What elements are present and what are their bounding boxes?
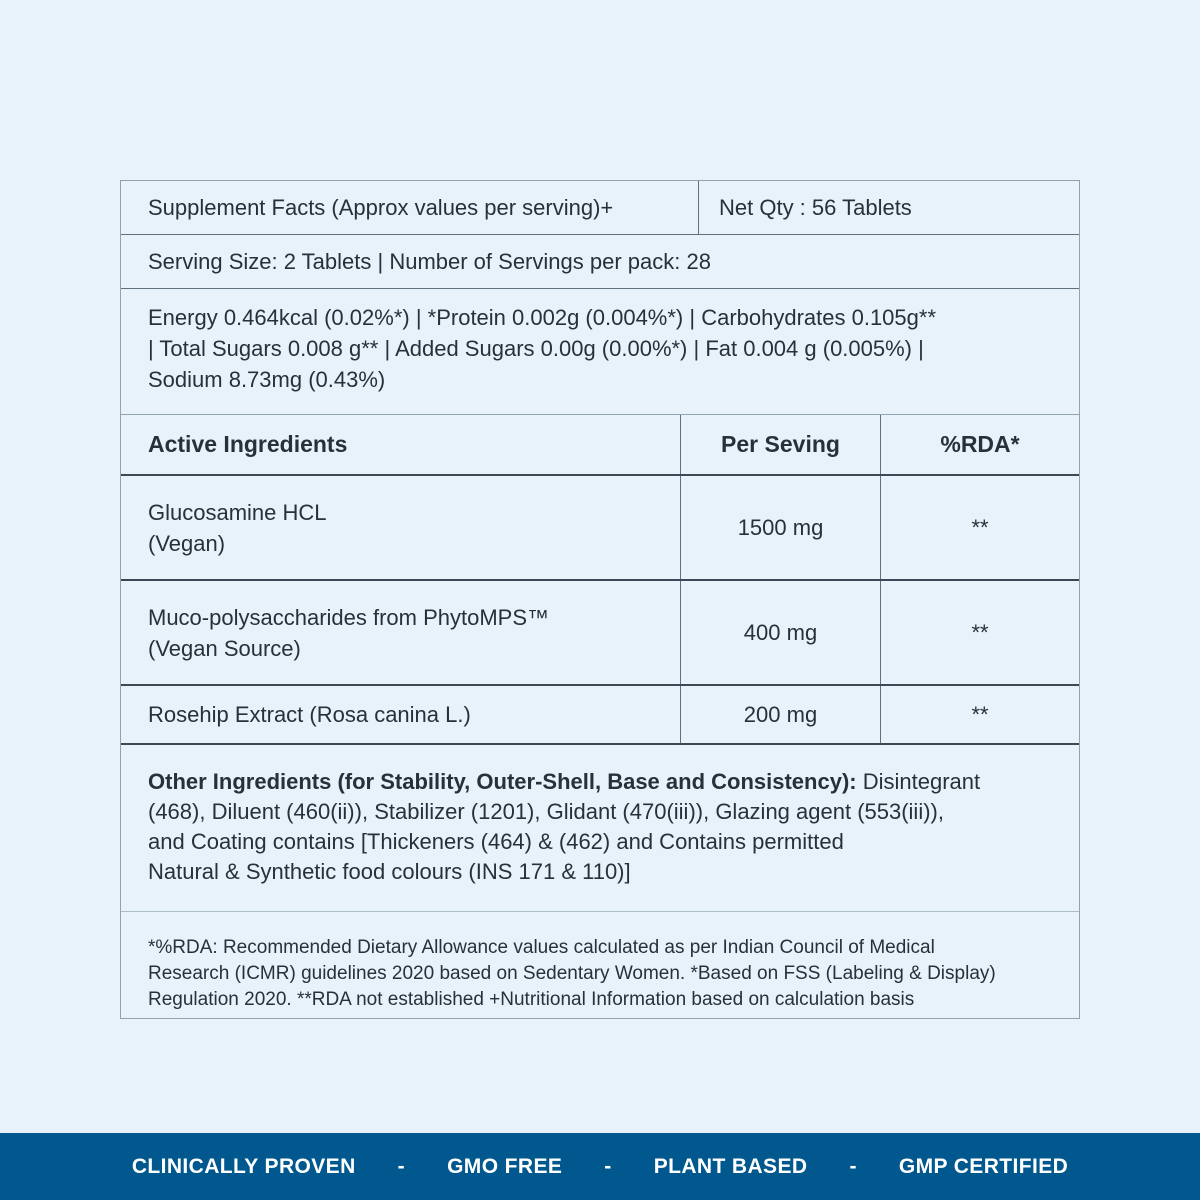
ingredient-name-cell [121, 476, 681, 579]
supplement-facts-title: Supplement Facts (Approx values per serving)+ [121, 181, 699, 234]
table-header-row [121, 181, 1079, 234]
ingredient-amount-cell: 400 mg [681, 581, 881, 684]
ingredient-subname: (Vegan) [148, 530, 226, 556]
ingredient-rda-cell: ** [971, 619, 989, 645]
other-ingredients-row [121, 743, 1079, 911]
ingredient-amount-cell: 1500 mg [681, 476, 881, 579]
ingredient-name-cell [121, 581, 681, 684]
footnote-line: Regulation 2020. **RDA not established +Nutritional Information based on calculation basis [148, 989, 915, 1010]
supplement-facts-table [120, 180, 1080, 1019]
rda-footnote-row [121, 911, 1079, 1018]
ingredient-rda-cell: ** [971, 701, 989, 727]
nutrition-line: | Total Sugars 0.008 g** | Added Sugars 0.00g (0.00%*) | Fat 0.004 g (0.005%) | [148, 336, 924, 361]
nutrition-values-row [121, 288, 1079, 414]
ingredient-row-mucopolysaccharides [121, 579, 1079, 684]
badge-clinically-proven: CLINICALLY PROVEN [131, 1154, 356, 1178]
ingredient-subname: (Vegan Source) [148, 635, 301, 661]
ingredient-name-cell [121, 686, 681, 743]
other-ingredients-line: Other Ingredients (for Stability, Outer-Shell, Base and Consistency): Disintegrant [148, 769, 981, 794]
badge-separator: - [849, 1154, 857, 1178]
other-ingredients-line: and Coating contains [Thickeners (464) & (462) and Contains permitted [148, 829, 844, 854]
ingredient-name: Muco-polysaccharides from PhytoMPS™ [148, 604, 550, 630]
ingredient-amount-cell: 200 mg [681, 686, 881, 743]
badge-gmp-certified: GMP CERTIFIED [898, 1154, 1069, 1178]
nutrition-line: Sodium 8.73mg (0.43%) [148, 367, 386, 392]
ingredients-header-row [121, 414, 1079, 474]
ingredient-rda-cell: ** [971, 514, 989, 540]
column-header-per-serving: Per Seving [681, 415, 881, 474]
ingredient-name: Glucosamine HCL [148, 499, 327, 525]
ingredient-row-glucosamine [121, 474, 1079, 579]
badge-separator: - [604, 1154, 612, 1178]
net-qty-cell: Net Qty : 56 Tablets [719, 194, 912, 220]
serving-size-row: Serving Size: 2 Tablets | Number of Servings per pack: 28 [121, 234, 1079, 288]
footnote-line: *%RDA: Recommended Dietary Allowance values calculated as per Indian Council of Medical [148, 937, 935, 958]
ingredient-name: Rosehip Extract (Rosa canina L.) [148, 702, 471, 727]
badge-separator: - [397, 1154, 406, 1178]
badge-gmo-free: GMO FREE [447, 1154, 563, 1178]
other-ingredients-line: (468), Diluent (460(ii)), Stabilizer (1201), Glidant (470(iii)), Glazing agent (553(iii)), [148, 799, 944, 824]
other-ingredients-heading: Other Ingredients (for Stability, Outer-Shell, Base and Consistency): [148, 769, 857, 794]
badge-footer-bar [0, 1133, 1200, 1200]
column-header-active-ingredients: Active Ingredients [121, 415, 681, 474]
column-header-rda: %RDA* [940, 431, 1020, 457]
badge-plant-based: PLANT BASED [653, 1154, 808, 1178]
ingredient-row-rosehip [121, 684, 1079, 743]
other-ingredients-line: Natural & Synthetic food colours (INS 171 & 110)] [148, 859, 631, 884]
footnote-line: Research (ICMR) guidelines 2020 based on Sedentary Women. *Based on FSS (Labeling & Display) [148, 963, 996, 984]
nutrition-line: Energy 0.464kcal (0.02%*) | *Protein 0.002g (0.004%*) | Carbohydrates 0.105g** [148, 305, 937, 330]
